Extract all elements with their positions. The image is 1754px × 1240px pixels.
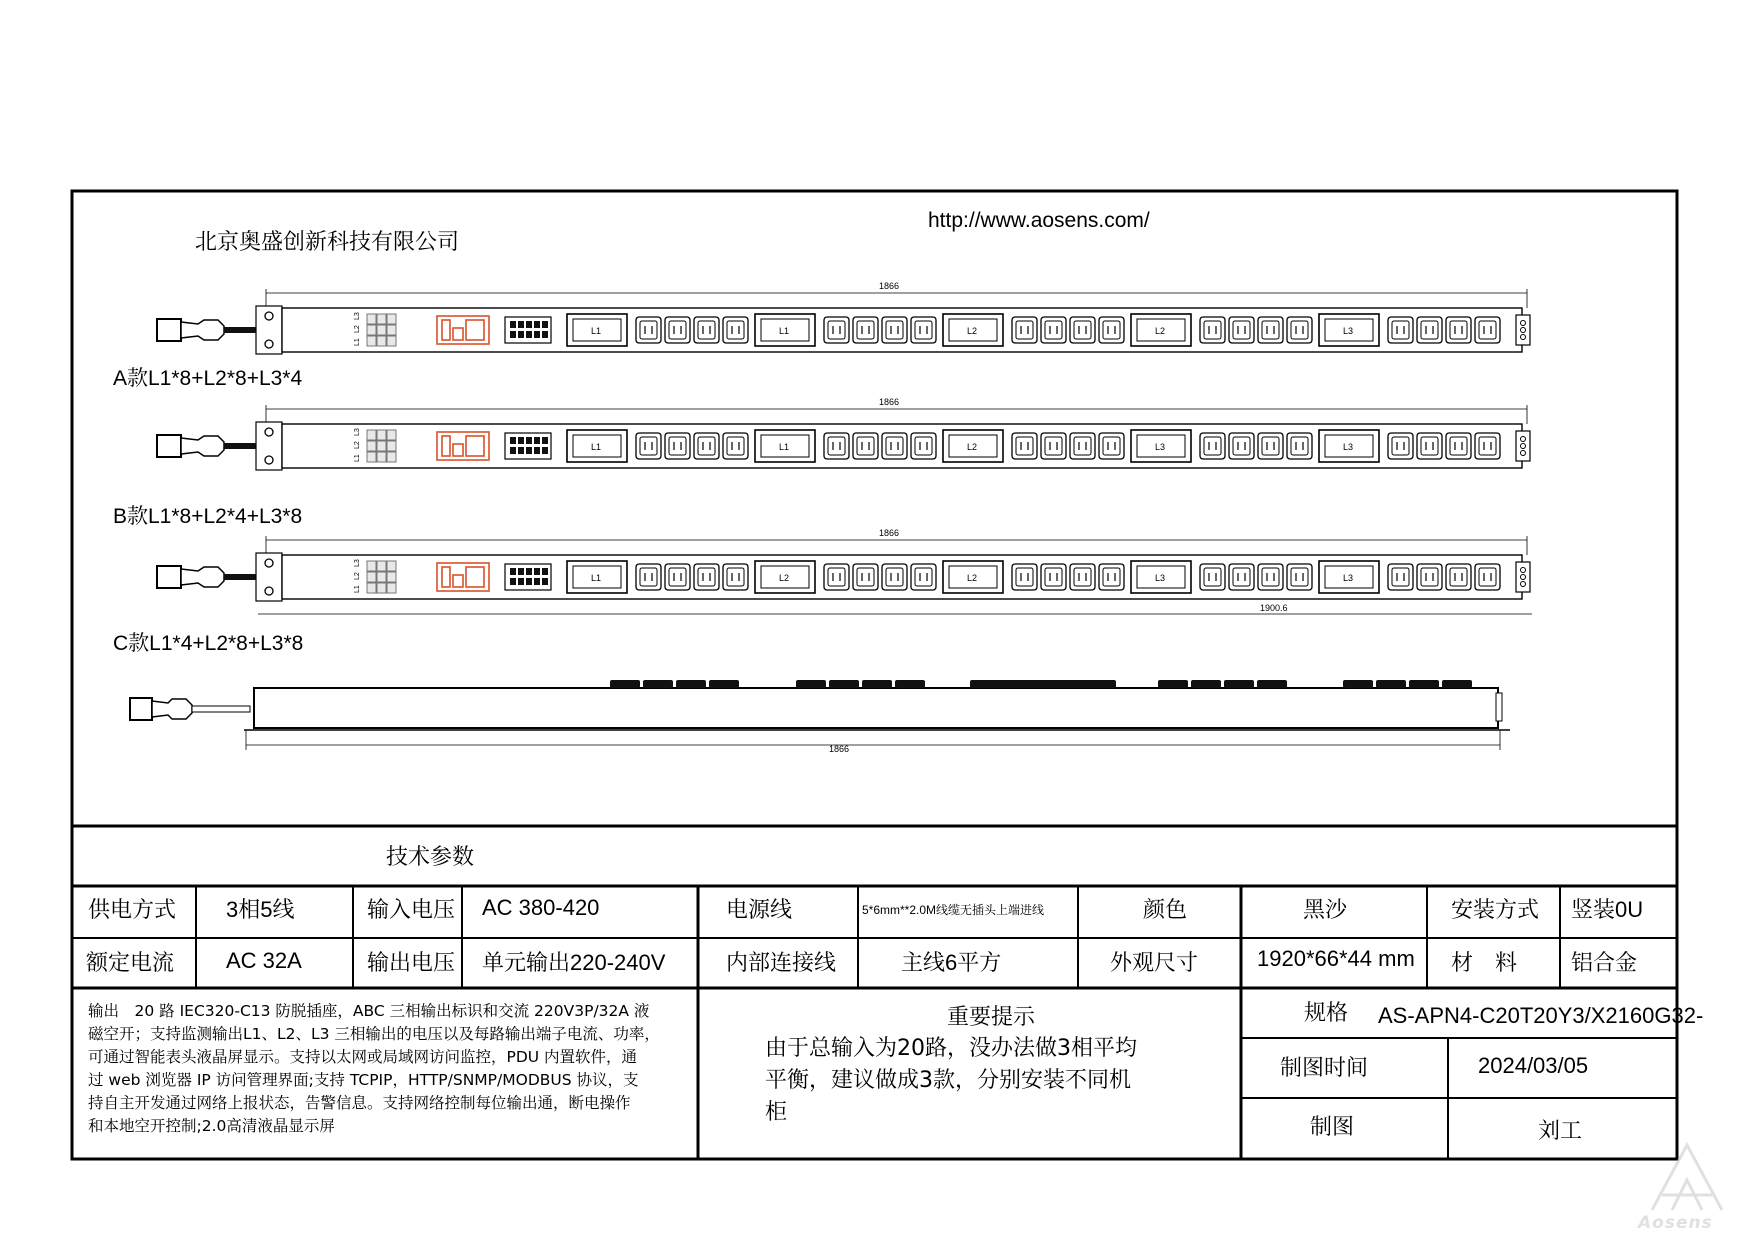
meter-display [437, 432, 489, 460]
overall-dimension-label-c: 1900.6 [1260, 603, 1288, 613]
dimension-label-b: 1866 [879, 397, 900, 407]
network-port [542, 568, 548, 575]
breaker-switch [367, 325, 376, 335]
network-port [510, 331, 516, 338]
c13-outlet-inner [640, 437, 657, 455]
c13-outlet-inner [857, 437, 874, 455]
network-port [534, 321, 540, 328]
power-cable [224, 327, 256, 333]
breaker-switch [367, 583, 376, 593]
c13-outlet-inner [828, 321, 845, 339]
network-port [518, 578, 524, 585]
breaker-switch [367, 572, 376, 582]
end-hole [1521, 437, 1526, 442]
breaker-switch [367, 314, 376, 324]
breaker-switch [387, 336, 396, 346]
breaker-switch [377, 314, 386, 324]
side-view-outlet-bump [643, 680, 673, 688]
network-port [526, 437, 532, 444]
breaker-switch [387, 325, 396, 335]
side-view-plug-boot [152, 699, 192, 719]
network-port [518, 568, 524, 575]
group-phase-label: L1 [591, 442, 602, 452]
side-view-end-cap [1496, 693, 1502, 721]
network-port [526, 578, 532, 585]
network-port [518, 437, 524, 444]
variant-b-title: B款L1*8+L2*4+L3*8 [113, 505, 303, 528]
side-view-outlet-bump [1224, 680, 1254, 688]
phase-label: L1 [354, 454, 361, 462]
end-hole [1521, 451, 1526, 456]
breaker-switch [377, 430, 386, 440]
plug-boot [181, 320, 224, 340]
c13-outlet-inner [1392, 321, 1409, 339]
breaker-switch [367, 441, 376, 451]
c13-outlet-inner [1421, 437, 1438, 455]
description-line: 和本地空开控制;2.0高清液晶显示屏 [88, 1117, 335, 1135]
input-plug [157, 566, 181, 588]
breaker-switch [377, 452, 386, 462]
meter-display [437, 563, 489, 591]
c13-outlet-inner [1074, 321, 1091, 339]
c13-outlet-inner [1204, 321, 1221, 339]
c13-outlet-inner [727, 321, 744, 339]
c13-outlet-inner [727, 568, 744, 586]
drawer-label: 制图 [1310, 1114, 1355, 1139]
side-view-cable [192, 706, 250, 712]
breaker-switch [377, 441, 386, 451]
company-name: 北京奥盛创新科技有限公司 [195, 230, 460, 255]
breaker-switch [367, 561, 376, 571]
c13-outlet-inner [727, 437, 744, 455]
side-view-dimension-label: 1866 [829, 744, 850, 754]
c13-outlet-inner [698, 321, 715, 339]
description-line: 可通过智能表头液晶屏显示。支持以太网或局域网访问监控，PDU 内置软件，通 [88, 1048, 638, 1066]
group-phase-label: L3 [1343, 573, 1354, 583]
pdu-side-view [130, 680, 1510, 750]
c13-outlet-inner [886, 437, 903, 455]
breaker-block [367, 314, 396, 346]
meter-display [437, 316, 489, 344]
pdu-strip-b [157, 405, 1530, 470]
group-phase-label: L3 [1155, 442, 1166, 452]
c13-outlet-inner [669, 437, 686, 455]
description-line: 输出 20 路 IEC320-C13 防脱插座，ABC 三相输出标识和交流 220V3P/32A 液 [88, 1002, 650, 1020]
output-voltage-value: 单元输出220-240V [482, 950, 666, 975]
c13-outlet-inner [1016, 568, 1033, 586]
c13-outlet-inner [857, 321, 874, 339]
side-view-body [254, 688, 1498, 728]
port-frame [505, 564, 551, 590]
end-hole [1521, 328, 1526, 333]
breaker-switch [367, 430, 376, 440]
network-port [534, 447, 540, 454]
c13-outlet-inner [1291, 568, 1308, 586]
date-label: 制图时间 [1280, 1055, 1369, 1080]
internal-wiring-value: 主线6平方 [901, 950, 1002, 975]
breaker-switch [387, 561, 396, 571]
notice-body [765, 1033, 1165, 1129]
end-hole [1521, 321, 1526, 326]
pdu-strip-a [157, 289, 1530, 354]
company-url: http://www.aosens.com/ [928, 209, 1150, 232]
product-description [88, 1000, 698, 1138]
c13-outlet-inner [828, 568, 845, 586]
c13-outlet-inner [669, 321, 686, 339]
network-port [542, 331, 548, 338]
c13-outlet-inner [1074, 568, 1091, 586]
port-frame [505, 433, 551, 459]
c13-outlet-inner [640, 568, 657, 586]
port-frame [505, 317, 551, 343]
network-port [518, 331, 524, 338]
material-value: 铝合金 [1571, 950, 1638, 975]
c13-outlet-inner [915, 321, 932, 339]
c13-outlet-inner [1291, 321, 1308, 339]
network-port [542, 321, 548, 328]
group-phase-label: L2 [967, 326, 978, 336]
install-label: 安装方式 [1451, 897, 1540, 922]
phase-label: L3 [354, 559, 361, 567]
network-port [518, 321, 524, 328]
phase-label: L2 [354, 572, 361, 580]
mount-hole [265, 340, 273, 348]
network-port-block [505, 564, 551, 590]
description-line: 过 web 浏览器 IP 访问管理界面;支持 TCPIP，HTTP/SNMP/MODBUS 协议，支 [88, 1071, 639, 1089]
side-view-outlet-bump [796, 680, 826, 688]
pdu-strip-c [157, 536, 1532, 614]
power-cord-value: 5*6mm**2.0M线缆无插头上端进线 [862, 903, 1045, 917]
network-port [510, 447, 516, 454]
c13-outlet-inner [1016, 437, 1033, 455]
install-value: 竖装0U [1571, 897, 1644, 922]
power-cable [224, 574, 256, 580]
notice-line: 平衡，建议做成3款，分别安装不同机 [765, 1068, 1131, 1093]
c13-outlet-inner [886, 568, 903, 586]
breaker-switch [377, 583, 386, 593]
network-port [526, 568, 532, 575]
side-view-plug [130, 698, 152, 720]
c13-outlet-inner [886, 321, 903, 339]
c13-outlet-inner [1016, 321, 1033, 339]
network-port [510, 568, 516, 575]
network-port [518, 447, 524, 454]
breaker-switch [387, 430, 396, 440]
c13-outlet-inner [1233, 437, 1250, 455]
group-phase-label: L2 [967, 442, 978, 452]
side-view-outlet-bump [1191, 680, 1221, 688]
c13-outlet-inner [669, 568, 686, 586]
c13-outlet-inner [1103, 568, 1120, 586]
watermark-text: Aosens [1638, 1213, 1713, 1233]
breaker-block [367, 561, 396, 593]
breaker-switch [387, 441, 396, 451]
side-view-outlet-bump [1409, 680, 1439, 688]
mount-hole [265, 587, 273, 595]
breaker-switch [377, 561, 386, 571]
description-line: 磁空开；支持监测输出L1、L2、L3 三相输出的电压以及每路输出端子电流、功率， [88, 1025, 660, 1043]
c13-outlet-inner [1233, 568, 1250, 586]
dimensions-label: 外观尺寸 [1110, 950, 1199, 975]
rated-current-label: 额定电流 [86, 950, 175, 975]
power-cord-label: 电源线 [726, 897, 793, 922]
input-plug [157, 319, 181, 341]
side-view-outlet-bump [862, 680, 892, 688]
c13-outlet-inner [1421, 568, 1438, 586]
plug-boot [181, 567, 224, 587]
breaker-switch [367, 452, 376, 462]
c13-outlet-inner [1204, 568, 1221, 586]
variant-c-title: C款L1*4+L2*8+L3*8 [113, 632, 304, 655]
side-view-outlet-bump [676, 680, 706, 688]
c13-outlet-inner [1045, 321, 1062, 339]
mount-hole [265, 559, 273, 567]
side-view-outlet-bump [1257, 680, 1287, 688]
dimension-label-a: 1866 [879, 281, 900, 291]
c13-outlet-inner [1074, 437, 1091, 455]
output-voltage-label: 输出电压 [367, 950, 456, 975]
network-port [510, 437, 516, 444]
phase-label: L1 [354, 585, 361, 593]
breaker-switch [387, 583, 396, 593]
network-port-block [505, 433, 551, 459]
c13-outlet-inner [1103, 321, 1120, 339]
breaker-switch [377, 336, 386, 346]
c13-outlet-inner [1450, 437, 1467, 455]
c13-outlet-inner [1262, 437, 1279, 455]
dimension-label-c: 1866 [879, 528, 900, 538]
group-phase-label: L1 [779, 326, 790, 336]
side-view-outlet-bump [895, 680, 925, 688]
mount-hole [265, 312, 273, 320]
phase-label: L1 [354, 338, 361, 346]
c13-outlet-inner [1479, 437, 1496, 455]
network-port [542, 437, 548, 444]
c13-outlet-inner [640, 321, 657, 339]
c13-outlet-inner [1479, 568, 1496, 586]
network-port [534, 568, 540, 575]
aosens-logo-icon [1632, 1135, 1742, 1215]
breaker-switch [387, 452, 396, 462]
group-phase-label: L2 [1155, 326, 1166, 336]
c13-outlet-inner [698, 568, 715, 586]
notice-title: 重要提示 [947, 1004, 1036, 1029]
network-port [534, 578, 540, 585]
spec-label: 规格 [1304, 1000, 1349, 1025]
drawer-value: 刘工 [1538, 1118, 1583, 1143]
c13-outlet-inner [698, 437, 715, 455]
group-phase-label: L3 [1343, 442, 1354, 452]
breaker-switch [377, 325, 386, 335]
c13-outlet-inner [1045, 568, 1062, 586]
input-voltage-label: 输入电压 [367, 897, 456, 922]
side-view-outlet-bump [1376, 680, 1406, 688]
notice-line: 由于总输入为20路，没办法做3相平均 [765, 1036, 1137, 1061]
group-phase-label: L2 [779, 573, 790, 583]
c13-outlet-inner [1262, 568, 1279, 586]
c13-outlet-inner [1045, 437, 1062, 455]
network-port [510, 578, 516, 585]
end-hole [1521, 568, 1526, 573]
dimensions-value: 1920*66*44 mm [1257, 948, 1415, 970]
color-label: 颜色 [1143, 897, 1188, 922]
color-value: 黑沙 [1303, 897, 1348, 922]
network-port [542, 447, 548, 454]
power-supply-label: 供电方式 [88, 897, 177, 922]
phase-label: L3 [354, 428, 361, 436]
c13-outlet-inner [1421, 321, 1438, 339]
phase-label: L3 [354, 312, 361, 320]
side-view-outlet-strip [970, 680, 1116, 688]
notice-line: 柜 [765, 1100, 788, 1125]
mount-hole [265, 456, 273, 464]
group-phase-label: L3 [1155, 573, 1166, 583]
specs-heading: 技术参数 [386, 844, 475, 869]
internal-wiring-label: 内部连接线 [726, 950, 837, 975]
breaker-block [367, 430, 396, 462]
network-port [526, 447, 532, 454]
plug-boot [181, 436, 224, 456]
input-plug [157, 435, 181, 457]
c13-outlet-inner [1450, 568, 1467, 586]
c13-outlet-inner [1392, 568, 1409, 586]
c13-outlet-inner [857, 568, 874, 586]
mount-hole [265, 428, 273, 436]
c13-outlet-inner [1233, 321, 1250, 339]
end-hole [1521, 335, 1526, 340]
date-value: 2024/03/05 [1478, 1053, 1589, 1078]
variant-a-title: A款L1*8+L2*8+L3*4 [113, 367, 303, 390]
aosens-watermark [1632, 1135, 1742, 1235]
group-phase-label: L1 [591, 326, 602, 336]
phase-label: L2 [354, 325, 361, 333]
c13-outlet-inner [1262, 321, 1279, 339]
breaker-switch [387, 572, 396, 582]
phase-label: L2 [354, 441, 361, 449]
power-cable [224, 443, 256, 449]
c13-outlet-inner [1450, 321, 1467, 339]
side-view-outlet-bump [610, 680, 640, 688]
input-voltage-value: AC 380-420 [482, 895, 600, 920]
side-view-outlet-bump [1442, 680, 1472, 688]
spec-value: AS-APN4-C20T20Y3/X2160G32- [1378, 1003, 1704, 1028]
c13-outlet-inner [1103, 437, 1120, 455]
side-view-outlet-bump [829, 680, 859, 688]
network-port [510, 321, 516, 328]
c13-outlet-inner [915, 437, 932, 455]
end-hole [1521, 575, 1526, 580]
group-phase-label: L2 [967, 573, 978, 583]
c13-outlet-inner [1204, 437, 1221, 455]
c13-outlet-inner [915, 568, 932, 586]
side-view-outlet-bump [709, 680, 739, 688]
pdu-drawings [130, 289, 1532, 750]
network-port [534, 331, 540, 338]
breaker-switch [387, 314, 396, 324]
side-view-outlet-bump [1158, 680, 1188, 688]
group-phase-label: L1 [779, 442, 790, 452]
network-port [526, 321, 532, 328]
material-label: 材 料 [1451, 950, 1518, 975]
network-port [534, 437, 540, 444]
description-line: 持自主开发通过网络上报状态，告警信息。支持网络控制每位输出通，断电操作 [88, 1094, 631, 1112]
c13-outlet-inner [1392, 437, 1409, 455]
c13-outlet-inner [828, 437, 845, 455]
breaker-switch [367, 336, 376, 346]
rated-current-value: AC 32A [226, 948, 302, 973]
c13-outlet-inner [1291, 437, 1308, 455]
network-port [542, 578, 548, 585]
group-phase-label: L1 [591, 573, 602, 583]
group-phase-label: L3 [1343, 326, 1354, 336]
side-view-outlet-bump [1343, 680, 1373, 688]
end-hole [1521, 444, 1526, 449]
power-supply-value: 3相5线 [226, 897, 295, 922]
end-hole [1521, 582, 1526, 587]
c13-outlet-inner [1479, 321, 1496, 339]
network-port [526, 331, 532, 338]
breaker-switch [377, 572, 386, 582]
network-port-block [505, 317, 551, 343]
